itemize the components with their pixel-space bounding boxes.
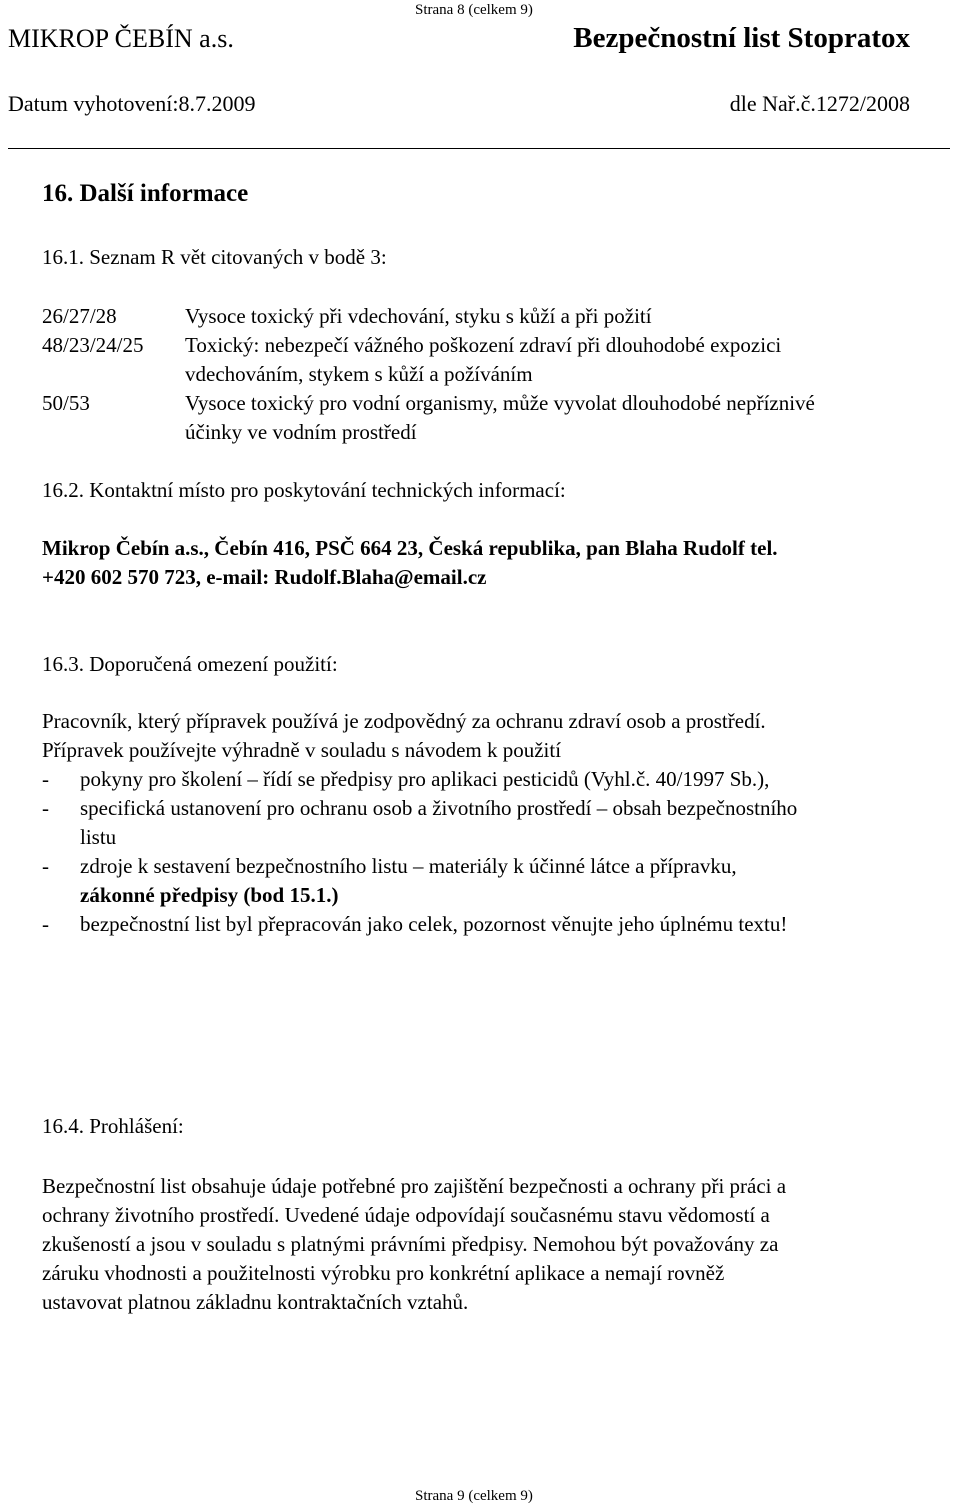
declaration-text: ochrany životního prostředí. Uvedené údaje odpovídají současnému stavu vědomostí a <box>42 1203 770 1227</box>
bullet-dash: - <box>42 854 49 878</box>
contact-phone-email: +420 602 570 723, e-mail: Rudolf.Blaha@email.cz <box>42 565 487 589</box>
declaration-text: zkušeností a jsou v souladu s platnými právními předpisy. Nemohou být považovány za <box>42 1232 779 1256</box>
company-name: MIKROP ČEBÍN a.s. <box>8 24 234 53</box>
r-phrase-code: 26/27/28 <box>42 304 117 328</box>
declaration-text: Bezpečnostní list obsahuje údaje potřebné pro zajištění bezpečnosti a ochrany při práci a <box>42 1174 787 1198</box>
page-number-bottom: Strana 9 (celkem 9) <box>415 1488 533 1504</box>
bullet-item: pokyny pro školení – řídí se předpisy pro aplikaci pesticidů (Vyhl.č. 40/1997 Sb.), <box>80 767 770 791</box>
restrictions-text: Pracovník, který přípravek používá je zodpovědný za ochranu zdraví osob a prostředí. <box>42 709 766 733</box>
r-phrase-text-continued: účinky ve vodním prostředí <box>185 420 417 444</box>
declaration-heading: 16.4. Prohlášení: <box>42 1114 184 1138</box>
declaration-text: ustavovat platnou základnu kontraktačních vztahů. <box>42 1290 469 1314</box>
page-number-top: Strana 8 (celkem 9) <box>415 2 533 18</box>
bullet-item: bezpečnostní list byl přepracován jako celek, pozornost věnujte jeho úplnému textu! <box>80 912 788 936</box>
r-phrase-code: 50/53 <box>42 391 90 415</box>
r-phrase-text: Vysoce toxický při vdechování, styku s kůží a při požití <box>185 304 652 328</box>
section-heading: 16. Další informace <box>42 180 249 207</box>
bullet-item-continued: zákonné předpisy (bod 15.1.) <box>80 883 339 907</box>
issue-date: Datum vyhotovení:8.7.2009 <box>8 91 256 116</box>
restrictions-heading: 16.3. Doporučená omezení použití: <box>42 652 338 676</box>
contact-address: Mikrop Čebín a.s., Čebín 416, PSČ 664 23, Česká republika, pan Blaha Rudolf tel. <box>42 536 778 560</box>
r-phrase-text: Vysoce toxický pro vodní organismy, může vyvolat dlouhodobé nepříznivé <box>185 391 815 415</box>
bullet-item: zdroje k sestavení bezpečnostního listu – materiály k účinné látce a přípravku, <box>80 854 737 878</box>
document-title: Bezpečnostní list Stopratox <box>573 22 910 54</box>
r-phrases-heading: 16.1. Seznam R vět citovaných v bodě 3: <box>42 245 387 269</box>
bullet-dash: - <box>42 912 49 936</box>
restrictions-text: Přípravek používejte výhradně v souladu s návodem k použití <box>42 738 562 762</box>
r-phrase-text-continued: vdechováním, stykem s kůží a požíváním <box>185 362 533 386</box>
bullet-item-continued: listu <box>80 825 117 849</box>
bullet-dash: - <box>42 767 49 791</box>
bullet-item: specifická ustanovení pro ochranu osob a životního prostředí – obsah bezpečnostního <box>80 796 798 820</box>
r-phrase-text: Toxický: nebezpečí vážného poškození zdraví při dlouhodobé expozici <box>185 333 782 357</box>
contact-heading: 16.2. Kontaktní místo pro poskytování technických informací: <box>42 478 566 502</box>
bullet-dash: - <box>42 796 49 820</box>
r-phrase-code: 48/23/24/25 <box>42 333 144 357</box>
declaration-text: záruku vhodnosti a použitelnosti výrobku pro konkrétní aplikace a nemají rovněž <box>42 1261 725 1285</box>
header-divider <box>8 148 950 149</box>
regulation-reference: dle Nař.č.1272/2008 <box>729 91 910 116</box>
